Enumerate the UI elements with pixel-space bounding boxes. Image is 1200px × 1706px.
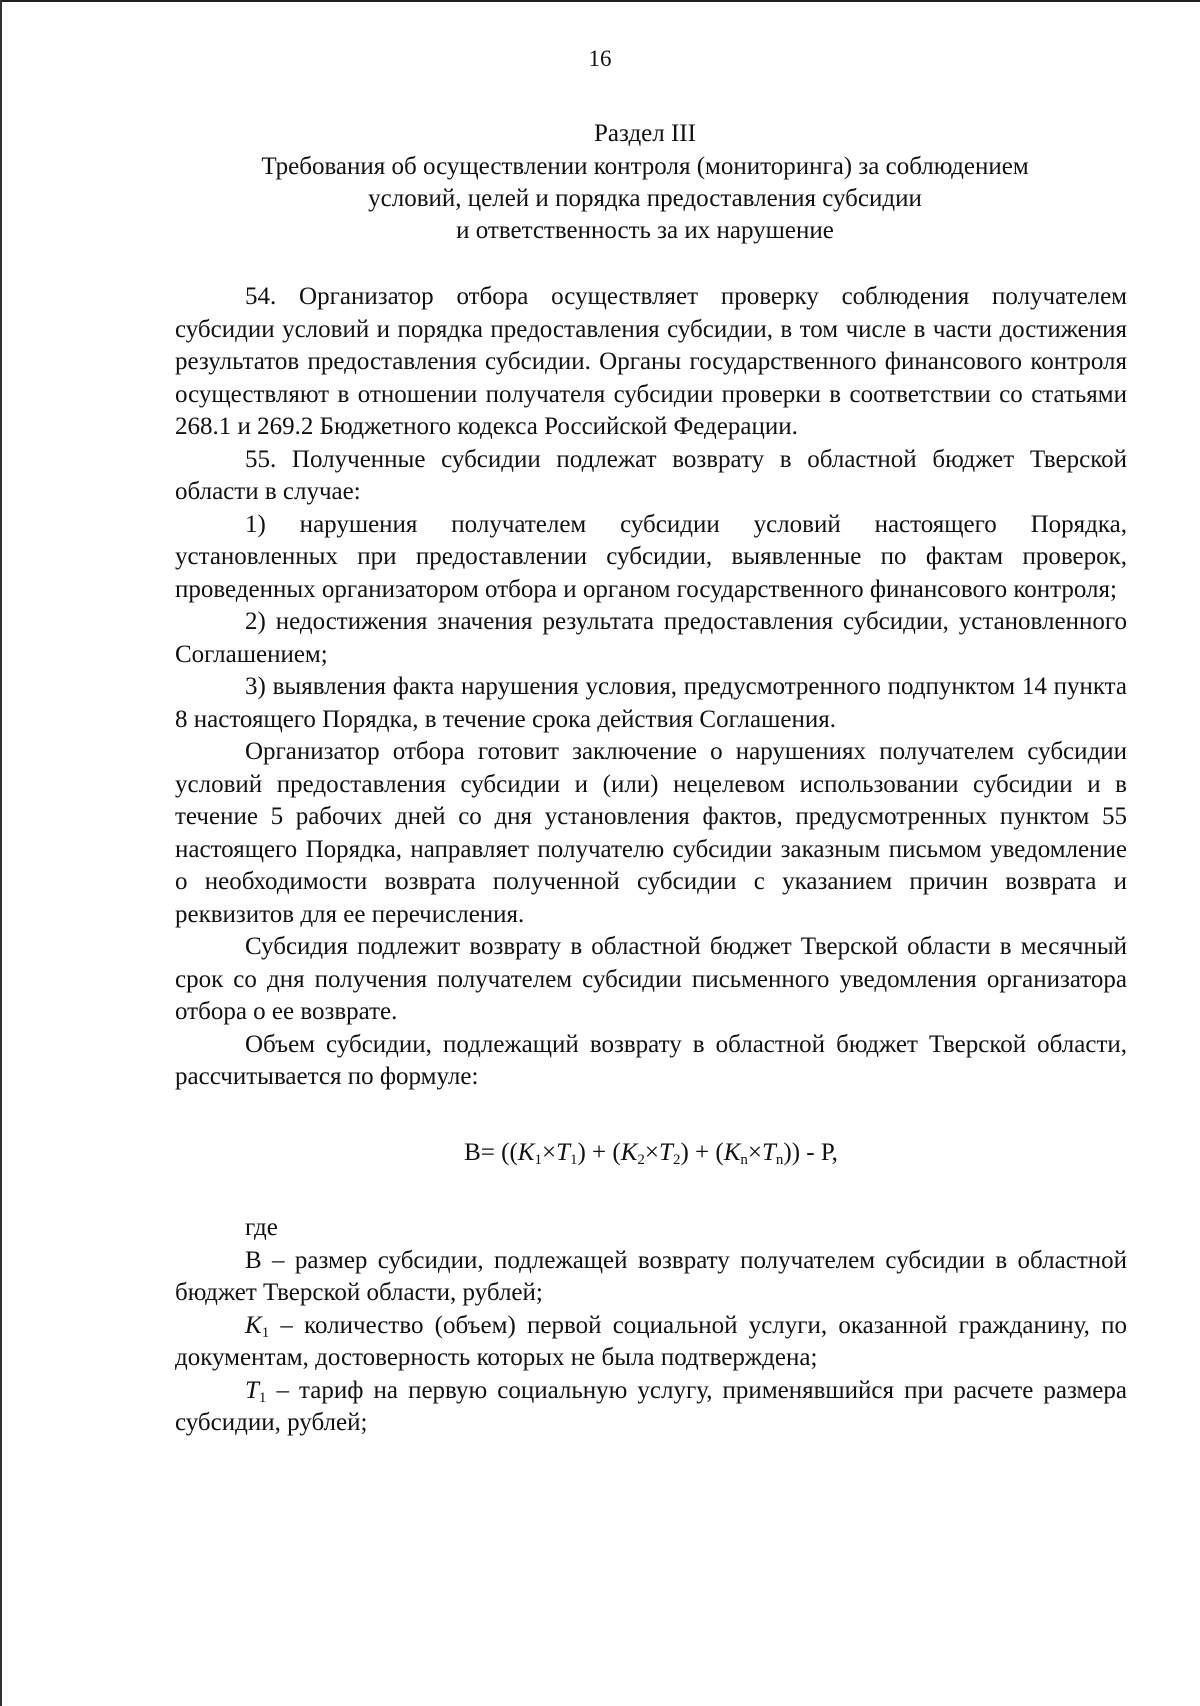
paragraph-subsidy-return: Субсидия подлежит возврату в областной бюджет Тверской области в месячный срок со дня получения получателем субсидии письменного уведомления организатора отбора о ее возврате. <box>175 933 1127 1025</box>
page-border-left <box>0 0 2 1706</box>
definition-k1 <box>175 1310 1127 1375</box>
formula-k: K <box>620 1138 638 1166</box>
paragraph-volume-formula-intro: Объем субсидии, подлежащий возврату в областной бюджет Тверской области, рассчитывается по формуле: <box>175 1030 1127 1090</box>
page-border-top <box>0 0 1200 2</box>
where-label: где <box>245 1214 278 1241</box>
paragraph-54: 54. Организатор отбора осуществляет проверку соблюдения получателем субсидии условий и порядка предоставления субсидии, в том числе в части достижения результатов предоставления субсидии. Органы государственного финансового контроля осуществляют в отношении получателя субсидии проверки в соответствии со статьями 268.1 и 269.2 Бюджетного кодекса Российской Федерации. <box>175 283 1127 440</box>
formula-k: K <box>517 1138 535 1166</box>
formula-idx: 1 <box>569 1151 578 1168</box>
section-title: Раздел III <box>594 120 696 147</box>
formula-tail: )) - Р, <box>783 1138 838 1166</box>
list-item-2: 2) недостижения значения результата предоставления субсидии, установленного Соглашением; <box>175 608 1127 668</box>
formula-idx: 1 <box>534 1151 542 1168</box>
definition-b: В – размер субсидии, подлежащей возврату получателем субсидии в областной бюджет Тверской области, рублей; <box>175 1246 1127 1306</box>
heading-line-2: условий, целей и порядка предоставления субсидии <box>368 185 922 212</box>
definition-k1-index: 1 <box>261 1324 270 1341</box>
formula-idx: n <box>740 1151 748 1168</box>
paragraph-55: 55. Полученные субсидии подлежат возврату в областной бюджет Тверской области в случае: <box>175 445 1127 505</box>
formula-idx: 2 <box>637 1151 645 1168</box>
return-formula <box>175 1137 1127 1170</box>
definition-k1-symbol: K <box>245 1311 262 1339</box>
formula-t: T <box>761 1138 776 1166</box>
definition-t1 <box>175 1375 1127 1440</box>
formula-idx: n <box>775 1151 784 1168</box>
formula-times: × <box>541 1138 557 1166</box>
formula-t: T <box>659 1138 673 1166</box>
formula-lhs: В= (( <box>464 1138 518 1166</box>
formula-plus: ) + ( <box>577 1138 621 1166</box>
list-item-3: 3) выявления факта нарушения условия, предусмотренного подпунктом 14 пункта 8 настоящего Порядка, в течение срока действия Соглашения. <box>175 673 1127 733</box>
formula-times: × <box>644 1138 660 1166</box>
definition-k1-text: – количество (объем) первой социальной услуги, оказанной гражданину, по документам, достоверность которых не была подтверждена; <box>175 1311 1127 1371</box>
page-number: 16 <box>588 46 612 71</box>
formula-idx: 2 <box>672 1151 681 1168</box>
list-item-1: 1) нарушения получателем субсидии условий настоящего Порядка, установленных при предоставлении субсидии, выявленные по фактам проверок, проведенных организатором отбора и органом государственного финансового контроля; <box>175 510 1127 603</box>
document-body <box>175 281 1127 1440</box>
section-heading <box>160 118 1130 247</box>
formula-times: × <box>747 1138 762 1166</box>
heading-line-3: и ответственность за их нарушение <box>456 217 834 244</box>
definition-t1-index: 1 <box>258 1389 267 1406</box>
formula-plus: ) + ( <box>680 1138 724 1166</box>
formula-t: T <box>556 1138 570 1166</box>
definition-t1-text: – тариф на первую социальную услугу, применявшийся при расчете размера субсидии, рублей; <box>175 1376 1127 1436</box>
paragraph-organizer-conclusion: Организатор отбора готовит заключение о нарушениях получателем субсидии условий предоставления субсидии и (или) нецелевом использовании субсидии и в течение 5 рабочих дней со дня установления фактов, предусмотренных пунктом 55 настоящего Порядка, направляет получателю субсидии заказным письмом уведомление о необходимости возврата полученной субсидии с указанием причин возврата и реквизитов для ее перечисления. <box>175 738 1127 928</box>
formula-k: K <box>723 1138 741 1166</box>
definition-t1-symbol: T <box>245 1376 259 1404</box>
heading-line-1: Требования об осуществлении контроля (мониторинга) за соблюдением <box>261 153 1029 180</box>
